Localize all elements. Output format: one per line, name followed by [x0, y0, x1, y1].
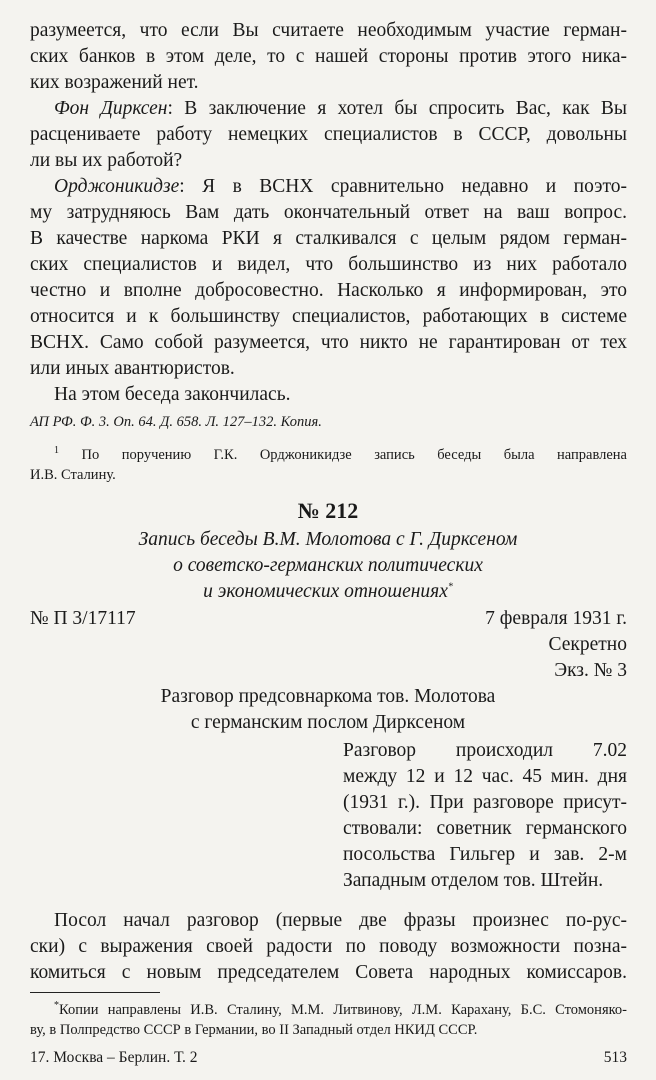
speech-text: : Я в ВСНХ сравнительно недавно и поэто- — [179, 176, 627, 197]
text-line: Посол начал разговор (первые две фразы произнес по-рус- — [54, 910, 627, 931]
text-line: В качестве наркома РКИ я сталкивался с целым рядом герман- — [30, 228, 627, 249]
text-line: разумеется, что если Вы считаете необходимым участие герман- — [30, 20, 627, 41]
conversation-info: Западным отделом тов. Штейн. — [343, 870, 604, 891]
text-line: относится и к большинству специалистов, работающих в системе — [30, 306, 627, 327]
text-line: ски) с выражения своей радости по поводу возможности позна- — [30, 936, 627, 957]
speech-text: : В заключение я хотел бы спросить Вас, как Вы — [167, 98, 627, 119]
text-line: ских банков в этом деле, то с нашей стороны против этого ника- — [30, 46, 627, 67]
footnote-text: По поручению Г.К. Орджоникидзе запись беседы была направлена — [81, 447, 627, 463]
footnote-mark: 1 — [54, 445, 59, 457]
footnote-1 — [54, 445, 627, 465]
conversation-info: посольства Гильгер и зав. 2-м — [343, 844, 627, 865]
conversation-info: (1931 г.). При разговоре присут- — [343, 792, 627, 813]
speaker-name: Фон Дирксен — [54, 98, 168, 119]
text-line: расцениваете работу немецких специалистов в СССР, довольны — [30, 124, 627, 145]
ordzh-line — [54, 174, 627, 200]
dirksen-line — [54, 96, 627, 122]
text-line: честно и вполне добросовестно. Насколько я информирован, это — [30, 280, 627, 301]
text-line: или иных авантюристов. — [30, 358, 235, 379]
footnote-1-cont: И.В. Сталину. — [30, 467, 116, 483]
document-title-last — [0, 579, 656, 605]
text-line: ких возражений нет. — [30, 72, 199, 93]
text-line: му затрудняюсь Вам дать окончательный ответ на ваш вопрос. — [30, 202, 627, 223]
text-line: ских специалистов и видел, что большинство из них работало — [30, 254, 627, 275]
footnote-text: Копии направлены И.В. Сталину, М.М. Литвинову, Л.М. Карахану, Б.С. Стомоняко- — [59, 1002, 627, 1018]
page-number: 513 — [603, 1049, 627, 1066]
title-text: и экономических отношениях — [203, 581, 448, 602]
conversation-info: между 12 и 12 час. 45 мин. дня — [343, 766, 627, 787]
footnote-2 — [54, 1000, 627, 1020]
text-line: комиться с новым председателем Совета народных комиссаров. — [30, 962, 627, 983]
footnote-divider — [30, 992, 160, 993]
text-line: ВСНХ. Само собой разумеется, что никто не гарантирован от тех — [30, 332, 627, 353]
copy-number: Экз. № 3 — [554, 660, 627, 681]
conversation-heading: с германским послом Дирксеном — [190, 712, 466, 733]
end-line: На этом беседа закончилась. — [54, 384, 291, 405]
running-footer: 17. Москва – Берлин. Т. 2 — [30, 1049, 198, 1066]
text-line: ли вы их работой? — [30, 150, 183, 171]
document-date: 7 февраля 1931 г. — [485, 608, 627, 629]
footnote-mark: * — [54, 1000, 59, 1012]
document-number: № 212 — [297, 498, 359, 523]
secrecy-label: Секретно — [548, 634, 627, 655]
conversation-info: Разговор происходил 7.02 — [343, 740, 627, 761]
document-title: о советско-германских политических — [173, 555, 483, 576]
document-title: Запись беседы В.М. Молотова с Г. Дирксеном — [138, 529, 518, 550]
conversation-info: ствовали: советник германского — [343, 818, 627, 839]
footnote-2-cont: ву, в Полпредство СССР в Германии, во II Западный отдел НКИД СССР. — [30, 1022, 478, 1038]
speaker-name: Орджоникидзе — [54, 176, 180, 197]
title-footnote-mark: * — [447, 581, 453, 593]
registration-number: № П 3/17117 — [30, 608, 136, 629]
conversation-heading: Разговор предсовнаркома тов. Молотова — [160, 686, 496, 707]
archive-reference: АП РФ. Ф. 3. Оп. 64. Д. 658. Л. 127–132. Копия. — [30, 414, 322, 430]
